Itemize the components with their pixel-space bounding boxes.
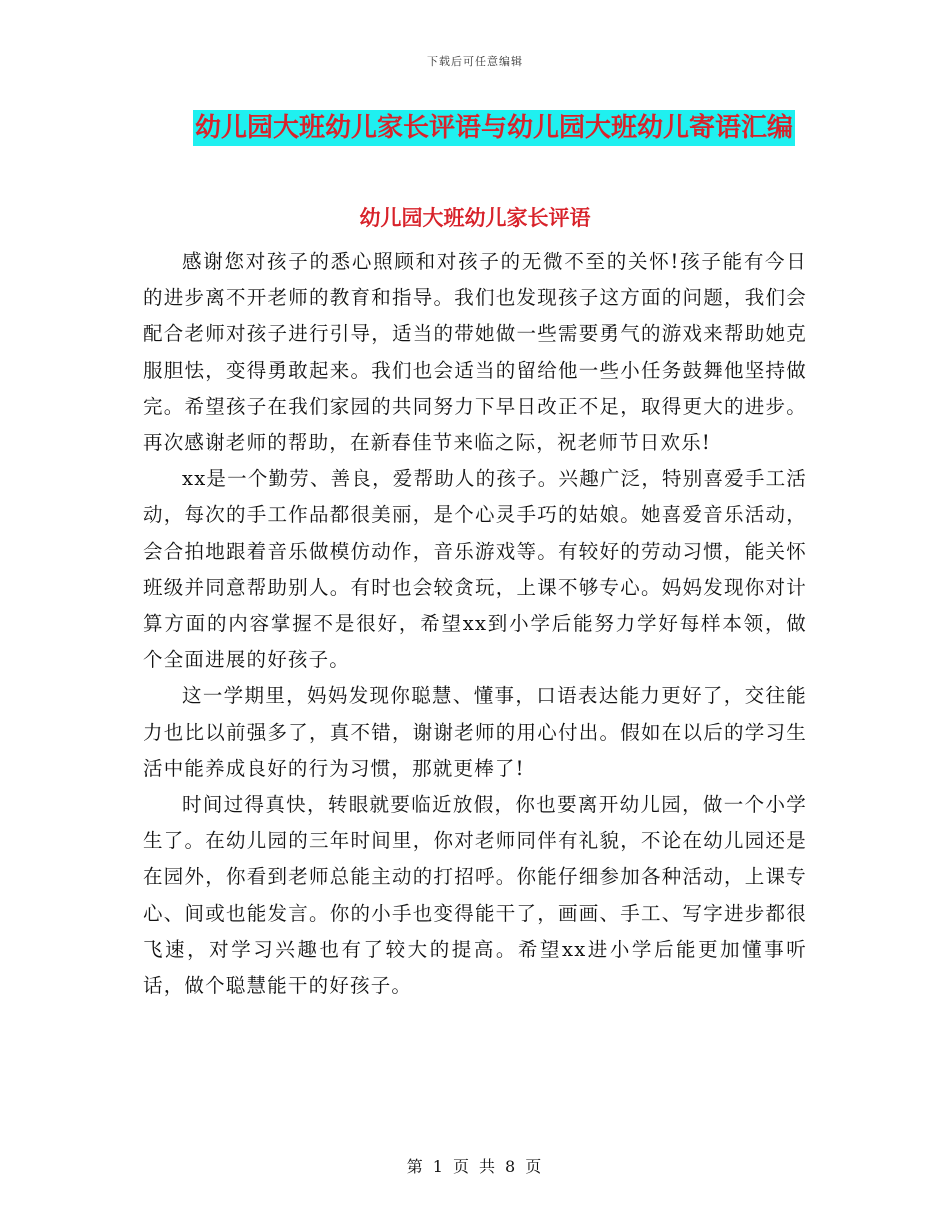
document-title: 幼儿园大班幼儿家长评语与幼儿园大班幼儿寄语汇编 [193,110,795,146]
footer-ye: 页 [452,1157,471,1176]
section-title: 幼儿园大班幼儿家长评语 [359,206,591,230]
paragraph: 感谢您对孩子的悉心照顾和对孩子的无微不至的关怀!孩子能有今日的进步离不开老师的教育和指导。我们也发现孩子这方面的问题，我们会配合老师对孩子进行引导，适当的带她做一些需要勇气的游戏来帮助她克服胆怯，变得勇敢起来。我们也会适当的留给他一些小任务鼓舞他坚持做完。希望孩子在我们家园的共同努力下早日改正不足，取得更大的进步。再次感谢老师的帮助，在新春佳节来临之际，祝老师节日欢乐! [143,250,807,455]
total-pages: 8 [505,1157,518,1176]
page-footer [0,1154,950,1177]
footer-gong: 共 [479,1157,498,1176]
footer-di: 第 [406,1157,425,1176]
paragraph: 这一学期里，妈妈发现你聪慧、懂事，口语表达能力更好了，交往能力也比以前强多了，真不错，谢谢老师的用心付出。假如在以后的学习生活中能养成良好的行为习惯，那就更棒了! [143,684,807,780]
footer-ye: 页 [525,1157,544,1176]
document-body [143,244,807,1004]
page-number: 1 [432,1157,445,1176]
paragraph: 时间过得真快，转眼就要临近放假，你也要离开幼儿园，做一个小学生了。在幼儿园的三年时间里，你对老师同伴有礼貌，不论在幼儿园还是在园外，你看到老师总能主动的打招呼。你能仔细参加各种活动，上课专心、间或也能发言。你的小手也变得能干了，画画、手工、写字进步都很飞速，对学习兴趣也有了较大的提高。希望xx进小学后能更加懂事听话，做个聪慧能干的好孩子。 [143,793,807,998]
header-note: 下载后可任意编辑 [427,55,523,68]
paragraph: xx是一个勤劳、善良，爱帮助人的孩子。兴趣广泛，特别喜爱手工活动，每次的手工作品都很美丽，是个心灵手巧的姑娘。她喜爱音乐活动，会合拍地跟着音乐做模仿动作，音乐游戏等。有较好的劳动习惯，能关怀班级并同意帮助别人。有时也会较贪玩，上课不够专心。妈妈发现你对计算方面的内容掌握不是很好，希望xx到小学后能努力学好每样本领，做个全面进展的好孩子。 [143,467,807,672]
